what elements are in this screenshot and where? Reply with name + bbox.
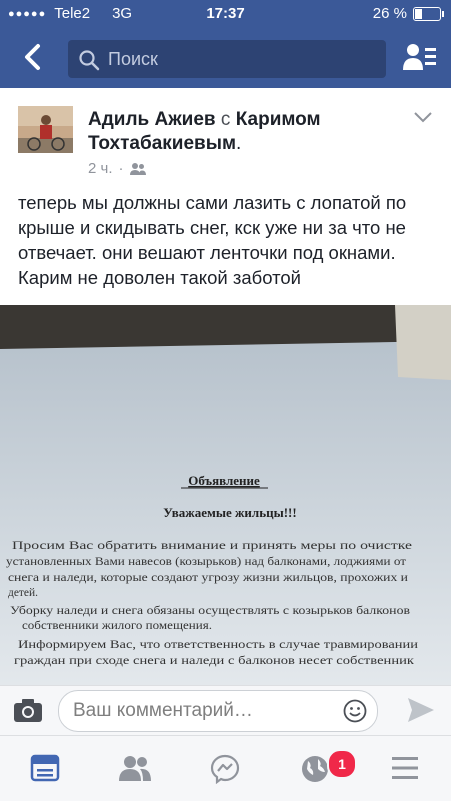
chevron-down-icon: [413, 111, 433, 123]
notice-line: снега и наледи, которые создают угрозу жизни жильцов, прохожих и: [8, 572, 408, 584]
carrier: Tele2: [54, 5, 91, 22]
notice-line: детей.: [8, 587, 39, 599]
post-meta: [88, 160, 146, 177]
friend-requests-button[interactable]: [403, 42, 437, 77]
dot-separator: ·: [118, 160, 124, 177]
globe-icon: [300, 754, 330, 784]
tab-friend-requests[interactable]: [118, 754, 152, 787]
search-icon: [78, 49, 100, 71]
avatar[interactable]: [18, 106, 73, 153]
notice-photo: [0, 305, 451, 685]
camera-icon: [12, 696, 44, 724]
notice-line: граждан при сходе снега и наледи с балконов несет собственник: [14, 655, 415, 667]
search-placeholder: Поиск: [108, 49, 158, 69]
notice-greeting: Уважаемые жильцы!!!: [163, 505, 297, 520]
author-period: .: [236, 133, 242, 154]
notice-title: Объявление: [188, 473, 260, 488]
search-input[interactable]: [68, 40, 386, 78]
notice-line: собственники жилого помещения.: [22, 620, 213, 632]
network-type: 3G: [112, 5, 133, 22]
tab-notifications[interactable]: [300, 754, 330, 789]
messenger-icon: [210, 754, 240, 784]
tab-menu[interactable]: [390, 754, 420, 787]
status-bar: [0, 0, 451, 28]
post-author-line: [88, 108, 408, 156]
post-header: [0, 88, 451, 180]
with-word: с: [220, 109, 231, 130]
notice-line: Информируем Вас, что ответственность в случае травмировании: [18, 639, 418, 651]
battery-percent: 26 %: [372, 5, 407, 22]
friend-list-icon: [403, 42, 437, 72]
nav-bar: [0, 28, 451, 88]
tab-bar: [0, 735, 451, 801]
post-text: теперь мы должны сами лазить с лопатой по крыше и скидывать снег, кск уже ни за что не отвечает. они вешают ленточки под окнами. Карим не доволен такой заботой: [18, 192, 407, 288]
post-time[interactable]: 2 ч.: [88, 160, 113, 177]
send-button[interactable]: [407, 697, 435, 728]
notice-line: установленных Вами навесов (козырьков) над балконами, лоджиями от: [6, 556, 407, 568]
post-options-button[interactable]: [413, 110, 433, 128]
comment-placeholder: Ваш комментарий…: [73, 700, 253, 721]
tab-messenger[interactable]: [210, 754, 240, 789]
send-icon: [407, 697, 435, 723]
friends-audience-icon: [130, 162, 146, 176]
smiley-icon: [343, 699, 367, 723]
battery-icon: [413, 7, 441, 21]
friends-icon: [118, 754, 152, 782]
tab-news-feed[interactable]: [30, 754, 60, 787]
back-arrow-icon: [18, 42, 48, 72]
tagged-name[interactable]: Каримом Тохтабакиевым: [88, 109, 321, 154]
menu-icon: [390, 754, 420, 782]
camera-button[interactable]: [12, 696, 44, 729]
comment-bar: [0, 685, 451, 736]
avatar-photo: [18, 106, 73, 153]
news-feed-icon: [30, 754, 60, 782]
post-photo[interactable]: [0, 305, 451, 685]
comment-input[interactable]: [58, 690, 378, 732]
clock: 17:37: [206, 5, 245, 22]
notice-line: Просим Вас обратить внимание и принять меры по очистке: [12, 540, 412, 552]
signal-icon: ●●●●●: [8, 7, 47, 20]
notice-line: Уборку наледи и снега обязаны осуществлять с козырьков балконов: [10, 605, 411, 617]
notifications-badge: 1: [327, 749, 357, 779]
sticker-button[interactable]: [343, 699, 367, 728]
author-name[interactable]: Адиль Ажиев: [88, 109, 216, 130]
back-button[interactable]: [18, 42, 48, 72]
